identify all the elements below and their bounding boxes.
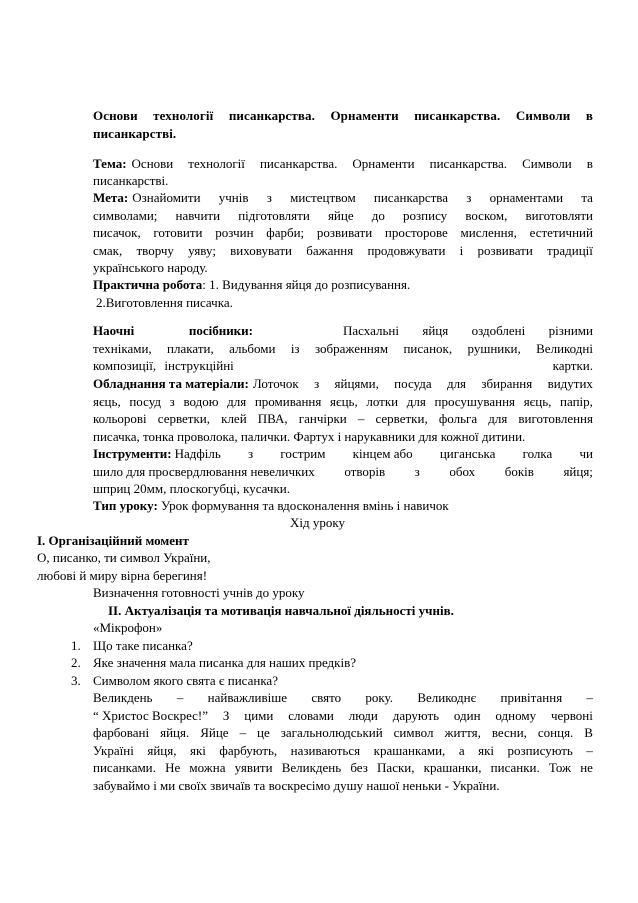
word: Яйце — [200, 725, 229, 740]
word: з — [266, 190, 272, 205]
section-2-heading: ІІ. Актуалізація та мотивація навчальної діяльності учнів. — [108, 603, 454, 618]
title-line-1 — [93, 107, 593, 125]
word: привітання — [500, 690, 563, 705]
aids-line-2 — [93, 340, 593, 358]
word: кінцем або — [352, 446, 413, 461]
paragraph-line-2 — [93, 707, 593, 725]
word: готовити — [153, 225, 203, 240]
word: посуд — [129, 394, 162, 409]
question-text: Що таке писанка? — [93, 638, 193, 653]
goal-label: Мета: — [93, 190, 129, 205]
equipment-line-4: писачка, тонка проволока, палички. Фартух і нарукавники для кожної дитини. — [93, 429, 526, 444]
question-number: 3. — [71, 673, 81, 688]
title-line-2: писанкарстві. — [93, 126, 177, 141]
word: уяву; — [188, 243, 216, 258]
lesson-type-text: Урок формування та вдосконалення вмінь і навичок — [157, 498, 449, 513]
word: Основи — [131, 156, 174, 171]
practical-label: Практична робота — [93, 277, 203, 292]
word: з — [466, 190, 472, 205]
word: Символи — [515, 108, 571, 123]
word: один — [453, 708, 481, 723]
microphone-label: «Мікрофон» — [93, 620, 163, 635]
word: словами — [288, 708, 334, 723]
tools-line-1 — [93, 445, 593, 463]
goal-line-4 — [93, 242, 593, 260]
tools-line-3: шприц 20мм, плоскогубці, кусачки. — [93, 481, 290, 496]
word: символ — [393, 725, 434, 740]
goal-line-2 — [93, 207, 593, 225]
section-1-heading: І. Організаційний момент — [37, 533, 189, 548]
word: Основи — [93, 108, 138, 123]
word: з — [248, 446, 254, 461]
word: яйця; — [563, 464, 593, 479]
aids-text-3b: інструкційні — [164, 358, 234, 373]
poem-line-2: любові й миру вірна берегиня! — [37, 568, 208, 583]
word: папір, — [560, 394, 593, 409]
aids-line-3 — [93, 357, 593, 375]
word: яєць, — [523, 394, 552, 409]
word: лотки — [366, 394, 399, 409]
word: шило для просвердлювання невеличких — [93, 464, 315, 479]
aids-text-3a: композиції, — [93, 358, 157, 373]
word: “ Христос Воскрес!” — [93, 708, 209, 723]
word: мислення, — [460, 225, 517, 240]
word: – — [586, 690, 593, 705]
word: писанкарства. — [429, 156, 508, 171]
word: обох — [449, 464, 476, 479]
word: розчин — [215, 225, 254, 240]
word: а — [458, 743, 465, 758]
word: фарбовані — [93, 725, 150, 740]
word: яйця. — [160, 725, 190, 740]
word: цими — [244, 708, 274, 723]
goal-line-3 — [93, 224, 593, 242]
word: без — [350, 760, 368, 775]
word: не — [580, 760, 593, 775]
word: для — [227, 394, 247, 409]
word: – — [586, 743, 593, 758]
word: – — [176, 690, 184, 705]
word: писанки. — [490, 760, 540, 775]
word: ПВА, — [257, 411, 288, 426]
word: з — [169, 394, 175, 409]
equipment-line-2 — [93, 393, 593, 411]
equipment-text-1 — [253, 375, 593, 393]
word: з — [414, 464, 420, 479]
paragraph-line-5 — [93, 759, 593, 777]
word: чи — [579, 446, 593, 461]
word: сонця. — [537, 725, 574, 740]
lesson-type-label: Тип уроку: — [93, 498, 158, 513]
word: підготовляти — [238, 208, 310, 223]
word: в — [585, 108, 593, 123]
word: писанками. — [93, 760, 156, 775]
tools-label: Інструменти: — [93, 446, 172, 461]
poem-line-1: О, писанко, ти символ України, — [37, 550, 211, 565]
word: Великдень — [93, 690, 153, 705]
word: посібники: — [188, 323, 253, 338]
word: Лоточок — [252, 376, 299, 391]
word: Пасхальні — [343, 323, 399, 338]
word: промивання — [254, 394, 322, 409]
word: мистецтвом — [290, 190, 356, 205]
word: Україні — [93, 743, 134, 758]
word: для — [406, 394, 426, 409]
tools-text-1 — [175, 445, 593, 463]
word: естетичний — [529, 225, 593, 240]
word: для — [488, 411, 508, 426]
word: різними — [548, 323, 593, 338]
word: це — [257, 725, 270, 740]
topic-line-2: писанкарстві. — [93, 173, 169, 188]
word: В — [584, 725, 593, 740]
paragraph-line-1 — [93, 689, 593, 707]
word: – — [357, 411, 365, 426]
word: крашанки, — [423, 760, 482, 775]
practical-line-2: 2.Виготовлення писачка. — [96, 295, 233, 310]
word: писанкарства. — [414, 108, 501, 123]
word: голка — [522, 446, 553, 461]
word: життя, — [444, 725, 481, 740]
word: воском, — [465, 208, 508, 223]
word: серветки, — [375, 411, 428, 426]
word: писанкарства. — [228, 108, 315, 123]
word: в — [586, 156, 593, 171]
word: розпису — [403, 208, 448, 223]
word: технології — [188, 156, 245, 171]
word: циганська — [439, 446, 496, 461]
word: фарбують, — [219, 743, 278, 758]
word: навчити — [175, 208, 221, 223]
word: виготовлення — [518, 411, 593, 426]
word: розвивати — [316, 225, 373, 240]
practical-line-1 — [93, 276, 410, 294]
word: писанок, — [403, 341, 453, 356]
word: люди — [348, 708, 378, 723]
equipment-line-3 — [93, 410, 593, 428]
topic-line-1 — [93, 155, 593, 173]
word: з — [314, 376, 320, 391]
word: Не — [165, 760, 181, 775]
word: крашанками, — [373, 743, 446, 758]
word: та — [581, 190, 593, 205]
question-3 — [71, 672, 278, 690]
word: орнаментами — [489, 190, 564, 205]
word: писанкарства — [373, 190, 449, 205]
word: бажання — [306, 243, 354, 258]
word: водою — [183, 394, 219, 409]
goal-line-5: українського народу. — [93, 260, 208, 275]
word: просторове — [384, 225, 448, 240]
word: виховувати — [230, 243, 292, 258]
word: З — [222, 708, 230, 723]
word: смак, — [93, 243, 123, 258]
word: Великоднє — [417, 690, 477, 705]
word: які — [189, 743, 206, 758]
word: просушування — [434, 394, 516, 409]
word: яєць, — [93, 394, 121, 409]
word: Символи — [522, 156, 572, 171]
word: розписують — [507, 743, 573, 758]
word: найважливіше — [207, 690, 288, 705]
word: техніками, — [93, 341, 152, 356]
word: посуда — [394, 376, 432, 391]
word: дарують — [392, 708, 440, 723]
word: Наочні — [93, 323, 135, 338]
word: писанкарства. — [259, 156, 338, 171]
word: уявити — [234, 760, 273, 775]
word: Великодні — [536, 341, 593, 356]
goal-text-1 — [132, 189, 593, 207]
word: ганчірки — [298, 411, 347, 426]
question-number: 2. — [71, 655, 81, 670]
word: кольорові — [93, 411, 147, 426]
word: видутих — [547, 376, 593, 391]
word: серветки, — [157, 411, 211, 426]
document-title — [93, 107, 593, 143]
word: які — [478, 743, 495, 758]
word: Паски, — [377, 760, 415, 775]
word: зображенням — [314, 341, 389, 356]
paragraph-line-6: забуваймо і ми своїх звичаїв та воскресімо душу нашої неньки - України. — [93, 778, 500, 793]
word: творчу — [136, 243, 174, 258]
word: плакати, — [167, 341, 214, 356]
question-number: 1. — [71, 638, 81, 653]
word: називаються — [290, 743, 361, 758]
word: учнів — [218, 190, 249, 205]
word: загальнолюдський — [280, 725, 383, 740]
word: яйцями, — [334, 376, 379, 391]
aids-text-3c: картки. — [552, 358, 593, 373]
word: виготовляти — [525, 208, 593, 223]
aids-text-1 — [343, 322, 593, 340]
goal-line-1 — [93, 189, 593, 207]
word: яйце — [327, 208, 354, 223]
word: Великдень — [281, 760, 342, 775]
topic-label: Тема: — [93, 156, 127, 171]
word: яєць, — [330, 394, 358, 409]
word: і — [459, 243, 464, 258]
word: фольга — [438, 411, 478, 426]
word: розвивати — [477, 243, 533, 258]
paragraph-line-3 — [93, 724, 593, 742]
word: Надфіль — [174, 446, 221, 461]
word: писачок, — [93, 225, 141, 240]
word: до — [371, 208, 385, 223]
aids-label — [93, 322, 253, 340]
word: альбоми — [229, 341, 276, 356]
word: Орнаменти — [352, 156, 415, 171]
word: традиції — [547, 243, 593, 258]
word: гострим — [280, 446, 326, 461]
readiness-line: Визначення готовності учнів до уроку — [93, 585, 305, 600]
word: червоні — [550, 708, 593, 723]
question-text: Символом якого свята є писанка? — [93, 673, 278, 688]
word: Ознайомити — [132, 190, 201, 205]
equipment-label: Обладнання та матеріали: — [93, 376, 249, 391]
tools-line-2 — [93, 463, 593, 481]
question-text: Яке значення мала писанка для наших предків? — [93, 655, 356, 670]
aids-line-1 — [93, 322, 593, 340]
word: символами; — [93, 208, 158, 223]
topic-text — [132, 155, 593, 173]
word: Тож — [548, 760, 572, 775]
word: для — [446, 376, 467, 391]
lesson-course-heading: Хід уроку — [290, 515, 345, 530]
word: рушники, — [467, 341, 521, 356]
word: оздоблені — [471, 323, 526, 338]
word: технології — [153, 108, 214, 123]
word: із — [290, 341, 300, 356]
lesson-type-line — [93, 497, 449, 515]
word: – — [239, 725, 247, 740]
word: Орнаменти — [330, 108, 399, 123]
word: клей — [221, 411, 247, 426]
word: яйця, — [147, 743, 177, 758]
word: фарби; — [266, 225, 305, 240]
word: весни, — [491, 725, 527, 740]
paragraph-line-4 — [93, 742, 593, 760]
word: свято — [311, 690, 342, 705]
practical-text: : 1. Видування яйця до розписування. — [202, 277, 411, 292]
word: року. — [365, 690, 394, 705]
word: боків — [504, 464, 534, 479]
question-2 — [71, 654, 356, 672]
word: продовжувати — [367, 243, 446, 258]
word: збирання — [481, 376, 533, 391]
word: отворів — [344, 464, 386, 479]
word: одному — [495, 708, 537, 723]
word: можна — [189, 760, 226, 775]
equipment-line-1 — [93, 375, 593, 393]
word: яйця — [422, 323, 449, 338]
question-1 — [71, 637, 193, 655]
